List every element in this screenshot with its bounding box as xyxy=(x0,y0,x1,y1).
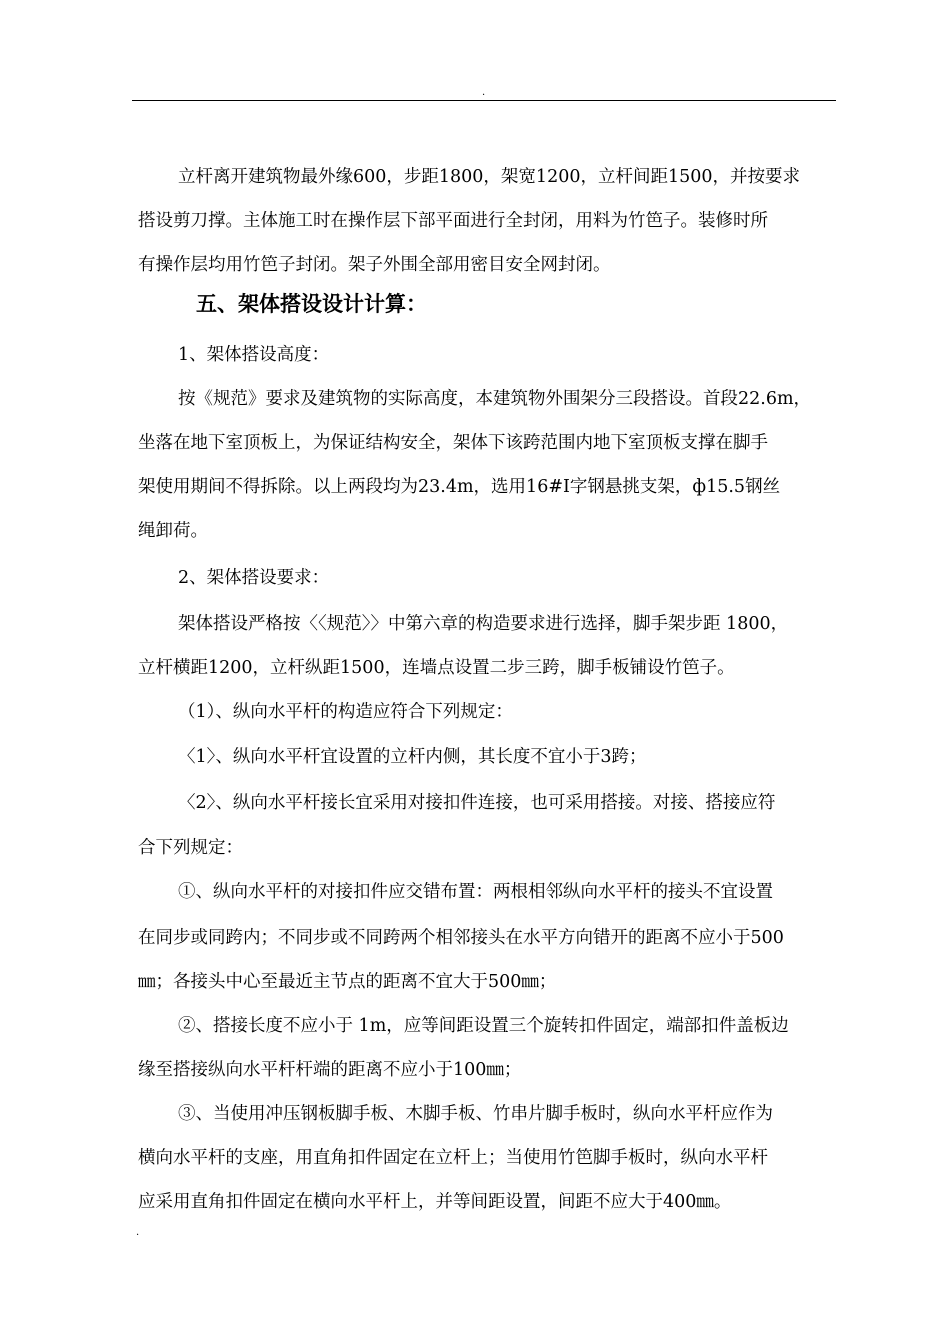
paragraph-line: 横向水平杆的支座，用直角扣件固定在立杆上；当使用竹笆脚手板时，纵向水平杆 xyxy=(138,1147,768,1168)
list-item: 〈2〉、纵向水平杆接长宜采用对接扣件连接，也可采用搭接。对接、搭接应符 xyxy=(178,792,776,813)
paragraph-line: 绳卸荷。 xyxy=(138,520,208,541)
paragraph-line: 应采用直角扣件固定在横向水平杆上，并等间距设置，间距不应大于400㎜。 xyxy=(138,1191,732,1212)
footer-dot: . xyxy=(136,1227,140,1238)
list-item: ②、搭接长度不应小于 1m，应等间距设置三个旋转扣件固定，端部扣件盖板边 xyxy=(178,1015,789,1036)
list-item: 〈1〉、纵向水平杆宜设置的立杆内侧，其长度不宜小于3跨； xyxy=(178,746,647,767)
header-rule xyxy=(132,100,836,101)
paragraph-line: 在同步或同跨内；不同步或不同跨两个相邻接头在水平方向错开的距离不应小于500 xyxy=(138,927,784,948)
paragraph-line: ㎜；各接头中心至最近主节点的距离不宜大于500㎜； xyxy=(138,971,557,992)
subsection-title: 2、架体搭设要求： xyxy=(178,567,330,588)
paragraph-line: 缘至搭接纵向水平杆杆端的距离不应小于100㎜； xyxy=(138,1059,522,1080)
paragraph-line: 架体搭设严格按〈〈规范〉〉中第六章的构造要求进行选择，脚手架步距 1800， xyxy=(178,613,789,634)
subsection-title: 1、架体搭设高度： xyxy=(178,344,330,365)
paragraph-line: 按《规范》要求及建筑物的实际高度，本建筑物外围架分三段搭设。首段22.6m， xyxy=(178,388,812,409)
header-dot: . xyxy=(482,87,486,98)
list-item: ①、纵向水平杆的对接扣件应交错布置：两根相邻纵向水平杆的接头不宜设置 xyxy=(178,881,773,902)
paragraph-line: 立杆横距1200，立杆纵距1500，连墙点设置二步三跨，脚手板铺设竹笆子。 xyxy=(138,657,735,678)
section-heading: 五、架体搭设设计计算： xyxy=(196,292,427,317)
paragraph-line: 合下列规定： xyxy=(138,837,243,858)
list-item: ③、当使用冲压钢板脚手板、木脚手板、竹串片脚手板时，纵向水平杆应作为 xyxy=(178,1103,773,1124)
paragraph-line: 架使用期间不得拆除。以上两段均为23.4m，选用16#I字钢悬挑支架，ф15.5钢丝 xyxy=(138,476,781,497)
paragraph-line: 坐落在地下室顶板上，为保证结构安全，架体下该跨范围内地下室顶板支撑在脚手 xyxy=(138,432,768,453)
paragraph-line: 有操作层均用竹笆子封闭。架子外围全部用密目安全网封闭。 xyxy=(138,254,611,275)
paragraph-line: 立杆离开建筑物最外缘600，步距1800，架宽1200，立杆间距1500，并按要求 xyxy=(178,166,801,187)
list-item: （1）、纵向水平杆的构造应符合下列规定： xyxy=(178,701,513,722)
paragraph-line: 搭设剪刀撑。主体施工时在操作层下部平面进行全封闭，用料为竹笆子。装修时所 xyxy=(138,210,768,231)
